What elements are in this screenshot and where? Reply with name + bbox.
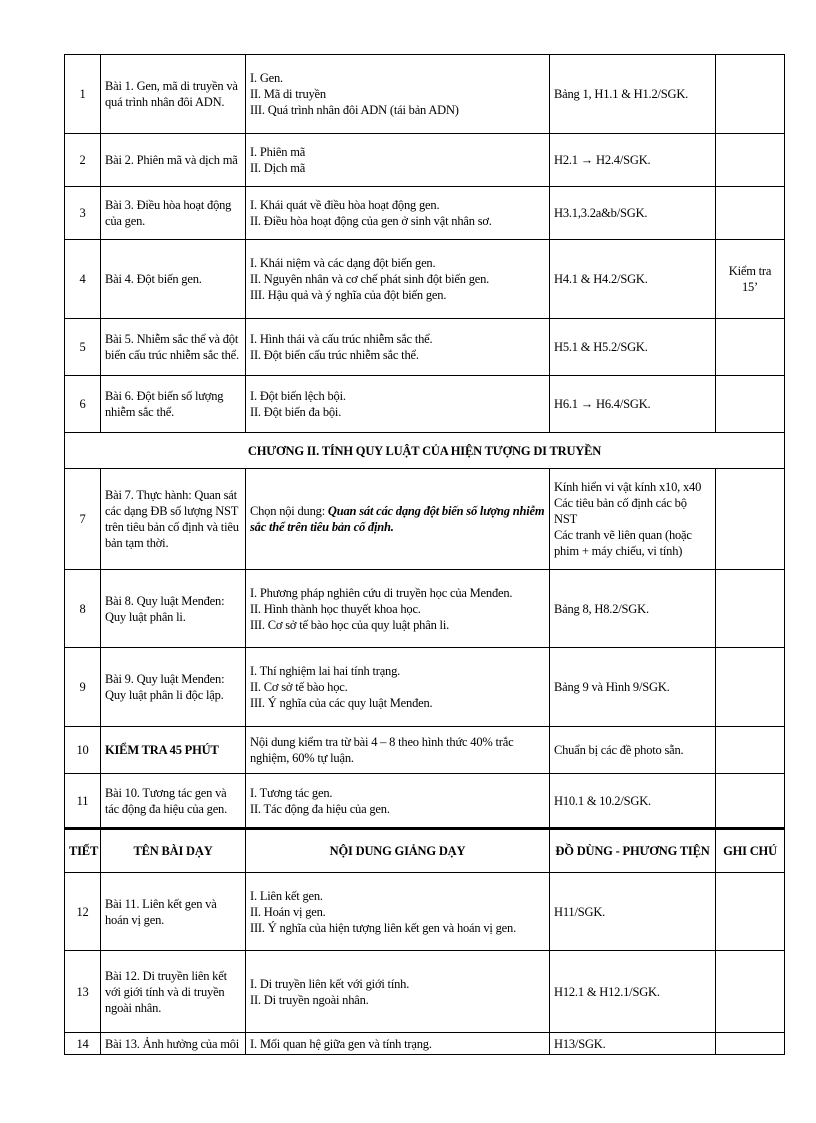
lesson-note: [716, 55, 785, 134]
lesson-title: Bài 2. Phiên mã và dịch mã: [101, 134, 246, 187]
period-number: 7: [65, 469, 101, 570]
lesson-note: Kiểm tra 15’: [716, 240, 785, 319]
lesson-title: Bài 8. Quy luật Menđen: Quy luật phân li.: [101, 570, 246, 648]
content-line: I. Tương tác gen.: [250, 785, 333, 800]
lesson-content: [246, 319, 550, 376]
table-row: [65, 727, 785, 774]
period-number: 12: [65, 873, 101, 951]
lesson-equipment: H6.1 → H6.4/SGK.: [550, 376, 716, 433]
period-number: 11: [65, 774, 101, 829]
table-row: [65, 570, 785, 648]
table-row: [65, 376, 785, 433]
content-line: III. Ý nghĩa của các quy luật Menđen.: [250, 696, 433, 710]
content-line: II. Đột biến cấu trúc nhiễm sắc thể.: [250, 348, 419, 362]
lesson-content: [246, 951, 550, 1033]
lesson-title: Bài 4. Đột biến gen.: [101, 240, 246, 319]
lesson-note: [716, 319, 785, 376]
lesson-note: [716, 376, 785, 433]
content-line: I. Hình thái và cấu trúc nhiễm sắc thể.: [250, 332, 433, 346]
period-number: 10: [65, 727, 101, 774]
period-number: 13: [65, 951, 101, 1033]
content-line: I. Phương pháp nghiên cứu di truyền học của Menđen.: [250, 585, 513, 600]
lesson-note: [716, 774, 785, 829]
table-row: [65, 469, 785, 570]
lesson-content: [246, 187, 550, 240]
content-line: III. Cơ sở tế bào học của quy luật phân li.: [250, 617, 450, 632]
lesson-note: [716, 570, 785, 648]
content-line: III. Quá trình nhân đôi ADN (tái bản ADN): [250, 103, 459, 117]
lesson-title: Bài 5. Nhiễm sắc thể và đột biến cấu trúc nhiễm sắc thể.: [101, 319, 246, 376]
table-row: [65, 240, 785, 319]
equipment-line: Kính hiển vi vật kính x10, x40: [554, 480, 702, 494]
lesson-title: Bài 1. Gen, mã di truyền và quá trình nhân đôi ADN.: [101, 55, 246, 134]
table-row: [65, 774, 785, 829]
period-number: 8: [65, 570, 101, 648]
lesson-equipment: Bảng 9 và Hình 9/SGK.: [550, 648, 716, 727]
table-row: [65, 1033, 785, 1055]
period-number: 6: [65, 376, 101, 433]
period-number: 1: [65, 55, 101, 134]
content-prefix: Chọn nội dung:: [250, 504, 328, 518]
lesson-equipment: H10.1 & 10.2/SGK.: [550, 774, 716, 829]
lesson-title: Bài 12. Di truyền liên kết với giới tính và di truyền ngoài nhân.: [101, 951, 246, 1033]
table-row: [65, 648, 785, 727]
lesson-equipment: H11/SGK.: [550, 873, 716, 951]
lesson-note: [716, 648, 785, 727]
lesson-content: [246, 648, 550, 727]
lesson-equipment: [550, 469, 716, 570]
lesson-content: [246, 376, 550, 433]
header-period: TIẾT: [65, 829, 101, 873]
lesson-note: [716, 1033, 785, 1055]
header-content: NỘI DUNG GIẢNG DẠY: [246, 829, 550, 873]
content-line: II. Đột biến đa bội.: [250, 405, 342, 419]
equipment-line: Các tranh vẽ liên quan (hoặc phim + máy chiếu, vi tính): [554, 528, 692, 558]
lesson-equipment: Chuẩn bị các đề photo sẵn.: [550, 727, 716, 774]
lesson-equipment: H5.1 & H5.2/SGK.: [550, 319, 716, 376]
content-line: II. Di truyền ngoài nhân.: [250, 992, 369, 1007]
equipment-line: Các tiêu bản cố định các bộ NST: [554, 496, 687, 526]
content-line: II. Hình thành học thuyết khoa học.: [250, 601, 421, 616]
lesson-note: [716, 727, 785, 774]
lesson-content: [246, 240, 550, 319]
content-line: I. Gen.: [250, 71, 283, 85]
lesson-note: [716, 134, 785, 187]
content-line: II. Dịch mã: [250, 161, 306, 175]
header-equipment: ĐỒ DÙNG - PHƯƠNG TIỆN: [550, 829, 716, 873]
content-line: II. Mã di truyền: [250, 87, 326, 101]
lesson-equipment: H4.1 & H4.2/SGK.: [550, 240, 716, 319]
lesson-plan-table: [64, 54, 785, 1055]
lesson-note: [716, 951, 785, 1033]
lesson-equipment: H12.1 & H12.1/SGK.: [550, 951, 716, 1033]
lesson-note: [716, 873, 785, 951]
chapter-row: [65, 433, 785, 469]
content-line: I. Phiên mã: [250, 145, 306, 159]
table-header-row: [65, 829, 785, 873]
table-row: [65, 873, 785, 951]
header-lesson: TÊN BÀI DẠY: [101, 829, 246, 873]
lesson-equipment: Bảng 8, H8.2/SGK.: [550, 570, 716, 648]
lesson-title: Bài 7. Thực hành: Quan sát các dạng ĐB số lượng NST trên tiêu bản cố định và tiêu bản tạm thời.: [101, 469, 246, 570]
lesson-content: Nội dung kiểm tra từ bài 4 – 8 theo hình thức 40% trắc nghiệm, 60% tự luận.: [246, 727, 550, 774]
lesson-title: Bài 10. Tương tác gen và tác động đa hiệu của gen.: [101, 774, 246, 829]
table-row: [65, 951, 785, 1033]
content-line: I. Liên kết gen.: [250, 888, 323, 903]
lesson-content: [246, 774, 550, 829]
lesson-equipment: H13/SGK.: [550, 1033, 716, 1055]
content-line: II. Điều hòa hoạt động của gen ở sinh vật nhân sơ.: [250, 214, 492, 228]
content-line: III. Ý nghĩa của hiện tượng liên kết gen và hoán vị gen.: [250, 920, 516, 935]
lesson-equipment: Bảng 1, H1.1 & H1.2/SGK.: [550, 55, 716, 134]
lesson-note: [716, 187, 785, 240]
lesson-content: [246, 55, 550, 134]
lesson-title: Bài 3. Điều hòa hoạt động của gen.: [101, 187, 246, 240]
content-emphasis: Quan sát các dạng đột biến số lượng nhiễm sắc thể trên tiêu bản cố định.: [250, 504, 545, 534]
table-row: [65, 134, 785, 187]
content-line: II. Cơ sở tế bào học.: [250, 680, 348, 694]
table-row: [65, 55, 785, 134]
lesson-equipment: H3.1,3.2a&b/SGK.: [550, 187, 716, 240]
lesson-content: [246, 873, 550, 951]
period-number: 9: [65, 648, 101, 727]
content-line: III. Hậu quả và ý nghĩa của đột biến gen.: [250, 288, 447, 302]
table-row: [65, 319, 785, 376]
content-line: I. Đột biến lệch bội.: [250, 389, 346, 403]
content-line: I. Khái niệm và các dạng đột biến gen.: [250, 256, 436, 270]
period-number: 4: [65, 240, 101, 319]
content-line: II. Hoán vị gen.: [250, 904, 326, 919]
lesson-title: Bài 13. Ảnh hưởng của môi: [101, 1033, 246, 1055]
lesson-content: [246, 469, 550, 570]
lesson-title: KIỂM TRA 45 PHÚT: [101, 727, 246, 774]
content-line: I. Thí nghiệm lai hai tính trạng.: [250, 664, 401, 678]
lesson-title: Bài 11. Liên kết gen và hoán vị gen.: [101, 873, 246, 951]
lesson-title: Bài 9. Quy luật Menđen: Quy luật phân li độc lập.: [101, 648, 246, 727]
period-number: 14: [65, 1033, 101, 1055]
chapter-heading: CHƯƠNG II. TÍNH QUY LUẬT CỦA HIỆN TƯỢNG DI TRUYỀN: [65, 433, 785, 469]
lesson-content: [246, 570, 550, 648]
lesson-content: I. Mối quan hệ giữa gen và tính trạng.: [246, 1033, 550, 1055]
content-line: I. Di truyền liên kết với giới tính.: [250, 976, 410, 991]
header-note: GHI CHÚ: [716, 829, 785, 873]
lesson-note: [716, 469, 785, 570]
content-line: II. Tác động đa hiệu của gen.: [250, 801, 390, 816]
content-line: II. Nguyên nhân và cơ chế phát sinh đột biến gen.: [250, 272, 490, 286]
lesson-content: [246, 134, 550, 187]
table-row: [65, 187, 785, 240]
period-number: 3: [65, 187, 101, 240]
lesson-equipment: H2.1 → H2.4/SGK.: [550, 134, 716, 187]
content-line: I. Khái quát về điều hòa hoạt động gen.: [250, 198, 440, 212]
period-number: 2: [65, 134, 101, 187]
period-number: 5: [65, 319, 101, 376]
lesson-title: Bài 6. Đột biến số lượng nhiễm sắc thể.: [101, 376, 246, 433]
